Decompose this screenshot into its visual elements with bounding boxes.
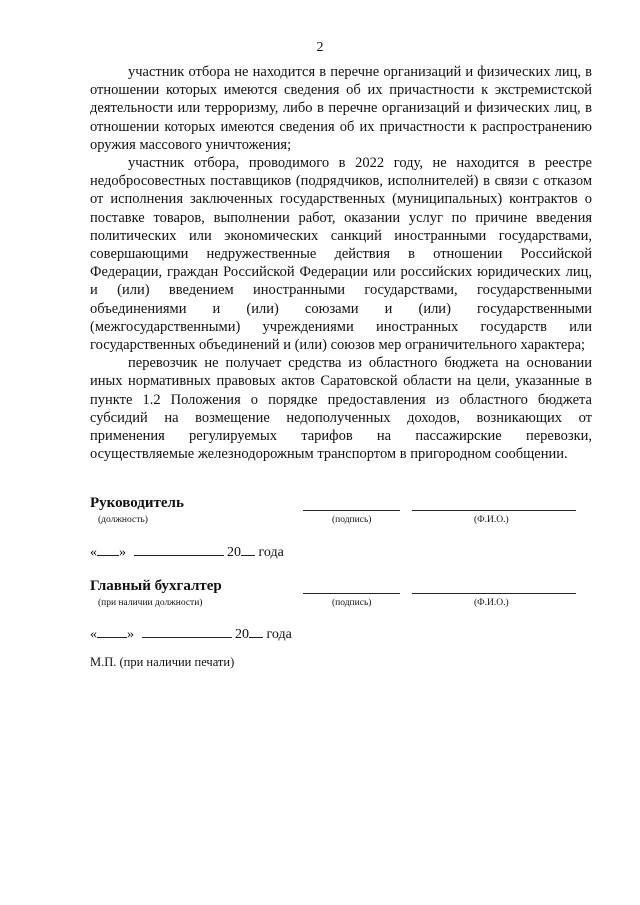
accountant-signature-line <box>303 593 400 594</box>
date-open-quote: « <box>90 545 97 560</box>
paragraph-3: перевозчик не получает средства из областного бюджета на основании иных нормативных правовых актов Саратовской области на цели, указанные в пункте 1.2 Положения о порядке предоставления из областного бюджета субсидий на возмещение недополученных доходов, возникающих от применения регулируемых тарифов на пассажирские перевозки, осуществляемые железнодорожным транспортом в пригородном сообщении. <box>90 355 592 463</box>
date-month-blank <box>142 625 232 638</box>
head-role-caption: (должность) <box>98 515 148 525</box>
date-close-quote: » <box>127 627 134 642</box>
head-date-row <box>90 543 284 561</box>
head-title: Руководитель <box>90 495 184 511</box>
head-signature-line <box>303 510 400 511</box>
date-year-prefix: 20 <box>235 627 249 642</box>
date-year-blank <box>241 543 255 556</box>
accountant-title: Главный бухгалтер <box>90 578 222 594</box>
document-body <box>90 63 592 463</box>
date-year-suffix: года <box>258 545 284 560</box>
date-day-blank <box>97 543 119 556</box>
date-month-blank <box>134 543 224 556</box>
date-close-quote: » <box>119 545 126 560</box>
head-signature-caption: (подпись) <box>332 515 372 525</box>
page-number: 2 <box>316 40 324 55</box>
accountant-date-row <box>90 625 292 643</box>
date-day-blank <box>97 625 127 638</box>
accountant-role-caption: (при наличии должности) <box>98 598 203 608</box>
accountant-signature-caption: (подпись) <box>332 598 372 608</box>
accountant-name-line <box>412 593 576 594</box>
date-year-prefix: 20 <box>227 545 241 560</box>
stamp-note: М.П. (при наличии печати) <box>90 655 235 669</box>
date-open-quote: « <box>90 627 97 642</box>
date-year-suffix: года <box>266 627 292 642</box>
paragraph-2: участник отбора, проводимого в 2022 году, не находится в реестре недобросовестных поставщиков (подрядчиков, исполнителей) в связи с отказом от исполнения заключенных государственных (муниципальных) контрактов о поставке товаров, выполнении работ, оказании услуг по причине введения политических или экономических санкций иностранными государствами, совершающими недружественные действия в отношении Российской Федерации, граждан Российской Федерации или российских юридических лиц, и (или) введением иностранными государствами, государственными объединениями и (или) союзами и (или) государственными (межгосударственными) учреждениями иностранных государств или государственных объединений и (или) союзов мер ограничительного характера; <box>90 155 592 354</box>
head-name-line <box>412 510 576 511</box>
accountant-name-caption: (Ф.И.О.) <box>474 598 509 608</box>
head-name-caption: (Ф.И.О.) <box>474 515 509 525</box>
paragraph-1: участник отбора не находится в перечне организаций и физических лиц, в отношении которых имеются сведения об их причастности к экстремистской деятельности или терроризму, либо в перечне организаций и физических лиц, в отношении которых имеются сведения об их причастности к распространению оружия массового уничтожения; <box>90 64 592 153</box>
date-year-blank <box>249 625 263 638</box>
